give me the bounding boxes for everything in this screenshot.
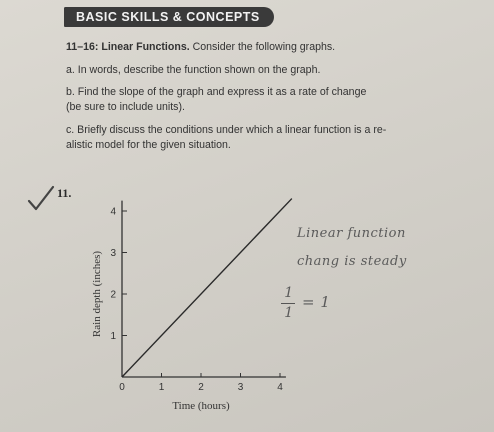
handwritten-slope-denominator: 1 xyxy=(284,305,294,321)
handwritten-slope-numerator: 1 xyxy=(284,285,294,301)
section-banner: BASIC SKILLS & CONCEPTS xyxy=(64,7,274,27)
instructions-intro: Consider the following graphs. xyxy=(192,41,336,53)
x-axis-label: Time (hours) xyxy=(172,400,230,412)
x-tick-label: 1 xyxy=(158,382,165,393)
instructions-title: Linear Functions. xyxy=(101,41,190,53)
item-b-line2: (be sure to include units). xyxy=(66,101,185,113)
series-line xyxy=(122,199,292,377)
range-label: 11–16: xyxy=(66,41,99,53)
item-c-line2: alistic model for the given situation. xyxy=(66,139,231,151)
x-tick-label: 2 xyxy=(198,382,204,393)
y-tick-label: 2 xyxy=(110,289,116,301)
x-tick-label: 3 xyxy=(237,382,244,393)
y-tick-label: 1 xyxy=(110,331,116,342)
item-a: a. In words, describe the function shown on the graph. xyxy=(66,64,321,76)
handwritten-line1: Linear function xyxy=(297,226,406,241)
y-tick-label: 4 xyxy=(110,206,116,218)
y-axis-label: Rain depth (inches) xyxy=(91,250,103,338)
x-tick-label: 0 xyxy=(119,382,125,393)
handwritten-line2: chang is steady xyxy=(297,254,407,269)
item-b-line1: b. Find the slope of the graph and express it as a rate of change xyxy=(66,86,367,98)
handwritten-slope-result: = 1 xyxy=(302,293,331,311)
x-tick-label: 4 xyxy=(277,382,283,393)
fraction-bar xyxy=(281,303,295,304)
y-tick-label: 3 xyxy=(110,248,116,259)
problem-number: 11. xyxy=(57,186,72,200)
item-c-line1: c. Briefly discuss the conditions under which a linear function is a re- xyxy=(66,124,387,136)
